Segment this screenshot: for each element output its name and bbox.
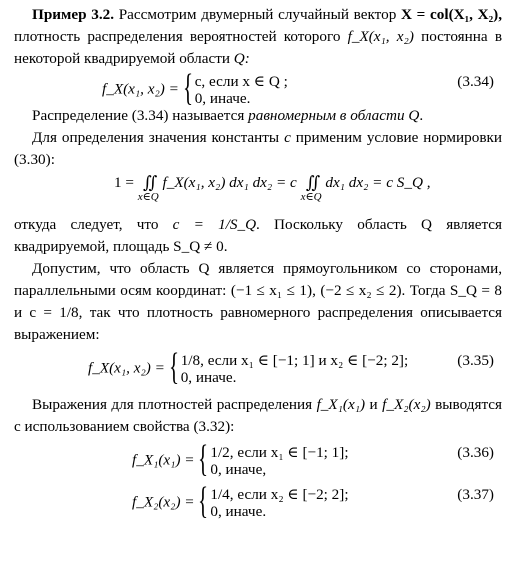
brace-icon: { bbox=[168, 346, 179, 388]
vector-definition: X = col(X₁, X₂), bbox=[401, 6, 503, 23]
paragraph-constant bbox=[14, 127, 502, 171]
norm-integral-2 bbox=[301, 174, 322, 203]
intro-text-3: постоянна в некоторой квадрируемой области bbox=[14, 28, 503, 67]
integral-limit-1: x∈Q bbox=[137, 191, 159, 203]
eq337-cases bbox=[198, 480, 349, 522]
brace-icon: { bbox=[182, 67, 193, 109]
paragraph-rectangle bbox=[14, 258, 502, 346]
intro-text-2: плотность распределения вероятностей которого bbox=[14, 28, 341, 45]
conclusion-text-1: откуда следует, что bbox=[14, 216, 159, 233]
eq334-lhs: f_X(x₁, x₂) = bbox=[102, 80, 179, 98]
paragraph-conclusion bbox=[14, 214, 502, 258]
constant-c: c bbox=[284, 129, 291, 146]
eq335-case-2: 0, иначе. bbox=[180, 369, 237, 386]
eq336-case-2: 0, иначе, bbox=[210, 461, 267, 478]
eq335-number: (3.35) bbox=[457, 352, 494, 369]
uniform-emphasis: равномерным в области Q bbox=[248, 107, 420, 124]
norm-lhs: 1 = bbox=[114, 174, 134, 191]
eq334-case-2: 0, иначе. bbox=[194, 90, 251, 107]
paragraph-uniform bbox=[14, 105, 502, 127]
constant-text-1: Для определения значения константы bbox=[32, 129, 280, 146]
eq337-number: (3.37) bbox=[457, 486, 494, 503]
eq337-case-2: 0, иначе. bbox=[210, 503, 267, 520]
document-page bbox=[14, 4, 502, 525]
paragraph-example-intro bbox=[14, 4, 502, 70]
marginals-and: и bbox=[369, 396, 378, 413]
density-function: f_X(x₁, x₂) bbox=[347, 28, 414, 45]
eq334-number: (3.34) bbox=[457, 73, 494, 90]
integral-limit-2: x∈Q bbox=[300, 191, 322, 203]
eq336-number: (3.36) bbox=[457, 444, 494, 461]
marginals-text-1: Выражения для плотностей распределения bbox=[32, 396, 313, 413]
integral-icon: ∬ bbox=[305, 173, 317, 192]
equation-3-35 bbox=[14, 346, 502, 388]
equation-3-36 bbox=[14, 438, 502, 480]
uniform-text-1: Распределение (3.34) называется bbox=[32, 107, 245, 124]
equation-3-34 bbox=[14, 67, 502, 109]
eq336-lhs: f_X₁(x₁) = bbox=[132, 451, 195, 469]
eq335-cases bbox=[168, 346, 409, 388]
eq337-lhs: f_X₂(x₂) = bbox=[132, 493, 195, 511]
integral-icon: ∬ bbox=[143, 173, 154, 192]
paragraph-marginals bbox=[14, 394, 502, 438]
eq334-cases bbox=[182, 67, 288, 109]
norm-integral-1 bbox=[138, 174, 159, 203]
area-label: Q: bbox=[233, 50, 250, 67]
conclusion-text-2: . Поскольку область Q является квадрируемой, площадь S_Q ≠ 0. bbox=[14, 216, 503, 255]
eq337-case-1: 1/4, если x₂ ∈ [−2; 2]; bbox=[210, 486, 349, 503]
eq336-case-1: 1/2, если x₁ ∈ [−1; 1]; bbox=[210, 444, 349, 461]
eq335-case-1: 1/8, если x₁ ∈ [−1; 1] и x₂ ∈ [−2; 2]; bbox=[180, 352, 409, 369]
example-label: Пример 3.2. bbox=[32, 6, 115, 23]
norm-integrand-1: f_X(x₁, x₂) dx₁ dx₂ = c bbox=[162, 174, 297, 191]
brace-icon: { bbox=[198, 438, 209, 480]
equation-normalization bbox=[14, 174, 502, 210]
marginals-text-2: выводятся с использованием свойства (3.32): bbox=[14, 396, 503, 435]
conclusion-formula: c = 1/S_Q bbox=[172, 216, 257, 233]
rectangle-text: Допустим, что область Q является прямоугольником со сторонами, параллельными осям координат: (−1 ≤ x₁ ≤ 1), (−2 ≤ x₂ ≤ 2). Тогда S_Q = 8 и c = 1/8, так что плотность равномерного распределения описывается выражением: bbox=[14, 260, 502, 343]
eq334-case-1: c, если x ∈ Q ; bbox=[194, 73, 288, 90]
eq335-lhs: f_X(x₁, x₂) = bbox=[88, 359, 165, 377]
equation-3-37 bbox=[14, 480, 502, 522]
norm-integrand-2: dx₁ dx₂ = c S_Q , bbox=[325, 174, 431, 191]
marginal-f1: f_X₁(x₁) bbox=[316, 396, 366, 413]
brace-icon: { bbox=[198, 480, 209, 522]
marginal-f2: f_X₂(x₂) bbox=[382, 396, 431, 413]
constant-text-2: применим условие нормировки (3.30): bbox=[14, 129, 502, 168]
uniform-text-2: . bbox=[419, 107, 424, 124]
eq336-cases bbox=[198, 438, 349, 480]
intro-text-1: Рассмотрим двумерный случайный вектор bbox=[118, 6, 397, 23]
